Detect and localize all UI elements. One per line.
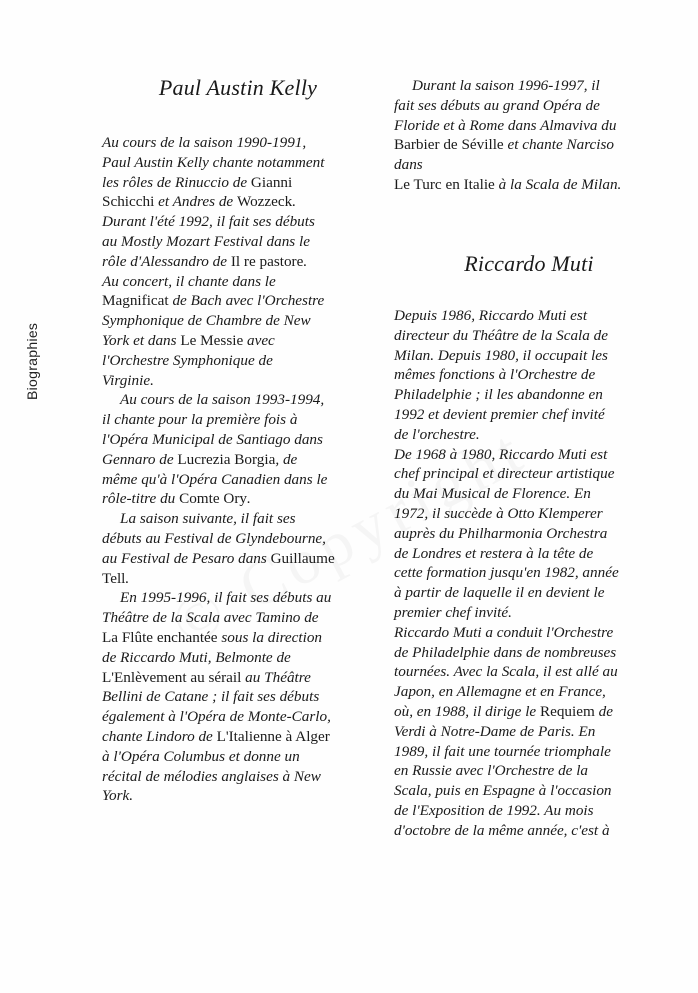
text-segment: Japon, en Allemagne et en France, [394, 683, 606, 701]
text-line [102, 232, 374, 252]
text-line [394, 346, 664, 366]
text-line [102, 430, 374, 450]
text-segment: De 1968 à 1980, Riccardo Muti est [394, 445, 608, 463]
text-segment: avec [243, 331, 275, 349]
text-segment: à la Scala de Milan. [494, 175, 622, 193]
section-label: Biographies [24, 322, 40, 400]
text-line [394, 682, 664, 702]
text-segment: Philadelphie ; il les abandonne en [394, 386, 603, 404]
text-segment: premier chef invité. [394, 603, 512, 621]
text-segment: Symphonique de Chambre de New [102, 312, 311, 330]
text-segment: de Londres et restera à la tête de [394, 544, 594, 562]
work-title: L'Italienne à Alger [216, 727, 330, 745]
text-line [394, 405, 664, 425]
text-segment: . [125, 569, 130, 587]
text-segment: de l'orchestre. [394, 425, 480, 443]
work-title: La Flûte enchantée [102, 628, 218, 646]
text-segment: de l'Exposition de 1992. Au mois [394, 801, 594, 819]
text-line [394, 603, 664, 623]
text-segment: rôle d'Alessandro de [102, 252, 231, 270]
work-title: L'Enlèvement au sérail [102, 668, 242, 686]
muti-name-heading: Riccardo Muti [464, 251, 594, 276]
text-segment: Riccardo Muti a conduit l'Orchestre [394, 623, 614, 641]
text-segment: où, en 1988, il dirige le [394, 702, 540, 720]
text-line [394, 623, 664, 643]
text-segment: Au cours de la saison 1993-1994, [120, 391, 325, 409]
text-segment: Floride et à Rome dans Almaviva du [394, 116, 617, 134]
text-line [394, 445, 664, 465]
text-segment: au Mostly Mozart Festival dans le [102, 232, 310, 250]
text-line [394, 722, 664, 742]
text-segment: Gennaro de [102, 450, 178, 468]
work-title: Comte Ory [179, 490, 247, 508]
text-segment: il chante pour la première fois à [102, 411, 298, 429]
text-segment: tournées. Avec la Scala, il est allé au [394, 663, 618, 681]
text-segment: 1972, il succède à Otto Klemperer [394, 504, 603, 522]
text-segment: Depuis 1986, Riccardo Muti est [394, 307, 588, 324]
work-title: Le Turc en Italie [394, 175, 495, 193]
text-line [394, 385, 664, 405]
text-line [102, 192, 374, 212]
text-line [102, 331, 374, 351]
text-segment: La saison suivante, il fait ses [120, 510, 296, 528]
text-segment: rôle-titre du [102, 490, 180, 508]
text-line [394, 155, 664, 175]
text-segment: de Riccardo Muti, Belmonte de [102, 648, 291, 666]
text-segment: du Mai Musical de Florence. En [394, 485, 591, 503]
text-segment: Durant la saison 1996-1997, il [412, 77, 600, 94]
text-line [394, 484, 664, 504]
text-line [394, 821, 664, 841]
text-segment: auprès du Philharmonia Orchestra [394, 524, 608, 542]
text-line [102, 153, 374, 173]
text-segment: directeur du Théâtre de la Scala de [394, 326, 608, 344]
text-segment: Paul Austin Kelly chante notamment [102, 153, 325, 171]
text-line [102, 529, 374, 549]
text-segment: de [594, 702, 613, 720]
text-line [394, 761, 664, 781]
text-line [102, 212, 374, 232]
text-segment: Théâtre de la Scala avec Tamino de [102, 609, 319, 627]
text-line [102, 628, 374, 648]
text-segment: . [246, 490, 251, 508]
text-line [394, 662, 664, 682]
text-line [394, 742, 664, 762]
text-line [102, 648, 374, 668]
text-line [394, 504, 664, 524]
text-line [394, 464, 664, 484]
work-title: Barbier de Séville [394, 136, 504, 154]
work-title: Lucrezia Borgia [177, 450, 276, 468]
text-segment: récital de mélodies anglaises à New [102, 767, 321, 785]
text-segment: cette formation jusqu'en 1982, année [394, 564, 619, 582]
text-segment: , de [275, 450, 298, 468]
text-line [102, 311, 374, 331]
kelly-name-heading: Paul Austin Kelly [158, 75, 318, 100]
text-line [102, 569, 374, 589]
text-line [102, 509, 374, 529]
text-segment: . [292, 193, 297, 211]
text-line [394, 425, 664, 445]
text-segment: et chante Narciso [503, 136, 615, 154]
work-title: Requiem [539, 702, 595, 720]
text-segment: York. [102, 787, 134, 805]
text-line [394, 175, 664, 195]
text-segment: Bellini de Catane ; il fait ses débuts [102, 688, 320, 706]
text-segment: également à l'Opéra de Monte-Carlo, [102, 708, 331, 726]
text-segment: Au cours de la saison 1990-1991, [102, 134, 307, 151]
text-segment: Durant l'été 1992, il fait ses débuts [102, 213, 315, 231]
text-line [394, 702, 664, 722]
work-title: Gianni [250, 173, 293, 191]
text-line [102, 727, 374, 747]
text-segment: chante Lindoro de [102, 727, 217, 745]
text-line [394, 524, 664, 544]
text-line [102, 351, 374, 371]
text-segment: les rôles de Rinuccio de [102, 173, 251, 191]
text-line [102, 371, 374, 391]
kelly-biography-continued [394, 76, 664, 195]
text-segment: de Bach avec l'Orchestre [168, 292, 325, 310]
text-line [102, 767, 374, 787]
text-segment: l'Orchestre Symphonique de [102, 351, 273, 369]
text-line [394, 544, 664, 564]
text-segment: 1989, il fait une tournée triomphale [394, 742, 611, 760]
text-segment: York et dans [102, 331, 181, 349]
text-segment: dans [394, 156, 423, 174]
text-segment: à partir de laquelle il en devient le [394, 584, 605, 602]
text-line [102, 173, 374, 193]
text-line [102, 410, 374, 430]
text-line [394, 76, 664, 96]
text-line [394, 116, 664, 136]
text-line [102, 588, 374, 608]
text-segment: débuts au Festival de Glyndebourne, [102, 529, 326, 547]
text-line [102, 489, 374, 509]
text-segment: . [303, 252, 308, 270]
work-title: Wozzeck [236, 193, 293, 211]
text-line [394, 365, 664, 385]
muti-biography [394, 306, 664, 841]
text-segment: de Philadelphie dans de nombreuses [394, 643, 617, 661]
text-segment: au Théâtre [241, 668, 311, 686]
text-line [102, 549, 374, 569]
text-line [102, 786, 374, 806]
text-segment: mêmes fonctions à l'Orchestre de [394, 366, 596, 384]
text-segment: et Andres de [154, 193, 237, 211]
text-line [102, 687, 374, 707]
text-line [394, 781, 664, 801]
text-segment: En 1995-1996, il fait ses débuts au [120, 589, 332, 607]
work-title: Le Messie [180, 331, 244, 349]
text-line [102, 608, 374, 628]
text-segment: en Russie avec l'Orchestre de la [394, 762, 589, 780]
text-line [102, 133, 374, 153]
text-line [102, 252, 374, 272]
text-segment: au Festival de Pesaro dans [102, 549, 271, 567]
text-line [394, 96, 664, 116]
text-segment: d'octobre de la même année, c'est à [394, 821, 610, 839]
work-title: Magnificat [102, 292, 169, 310]
kelly-biography [102, 133, 374, 806]
text-line [394, 135, 664, 155]
text-segment: Scala, puis en Espagne à l'occasion [394, 782, 612, 800]
text-segment: Au concert, il chante dans le [102, 272, 276, 290]
text-line [394, 326, 664, 346]
text-segment: même qu'à l'Opéra Canadien dans le [102, 470, 328, 488]
text-segment: Virginie. [102, 371, 154, 389]
text-line [102, 390, 374, 410]
text-line [394, 306, 664, 326]
text-line [394, 643, 664, 663]
text-segment: fait ses débuts au grand Opéra de [394, 96, 600, 114]
text-segment: 1992 et devient premier chef invité [394, 405, 605, 423]
work-title: Guillaume [270, 549, 335, 567]
text-segment: sous la direction [217, 628, 323, 646]
text-line [394, 583, 664, 603]
text-line [394, 563, 664, 583]
text-line [102, 291, 374, 311]
text-line [102, 747, 374, 767]
text-segment: Verdi à Notre-Dame de Paris. En [394, 722, 596, 740]
text-line [102, 668, 374, 688]
text-line [102, 707, 374, 727]
work-title: Schicchi [102, 193, 155, 211]
text-line [102, 450, 374, 470]
text-segment: l'Opéra Municipal de Santiago dans [102, 430, 323, 448]
text-line [102, 272, 374, 292]
text-line [102, 470, 374, 490]
work-title: Tell [102, 569, 126, 587]
text-segment: chef principal et directeur artistique [394, 465, 615, 483]
work-title: Il re pastore [230, 252, 304, 270]
text-line [394, 801, 664, 821]
text-segment: à l'Opéra Columbus et donne un [102, 747, 300, 765]
text-segment: Milan. Depuis 1980, il occupait les [394, 346, 608, 364]
